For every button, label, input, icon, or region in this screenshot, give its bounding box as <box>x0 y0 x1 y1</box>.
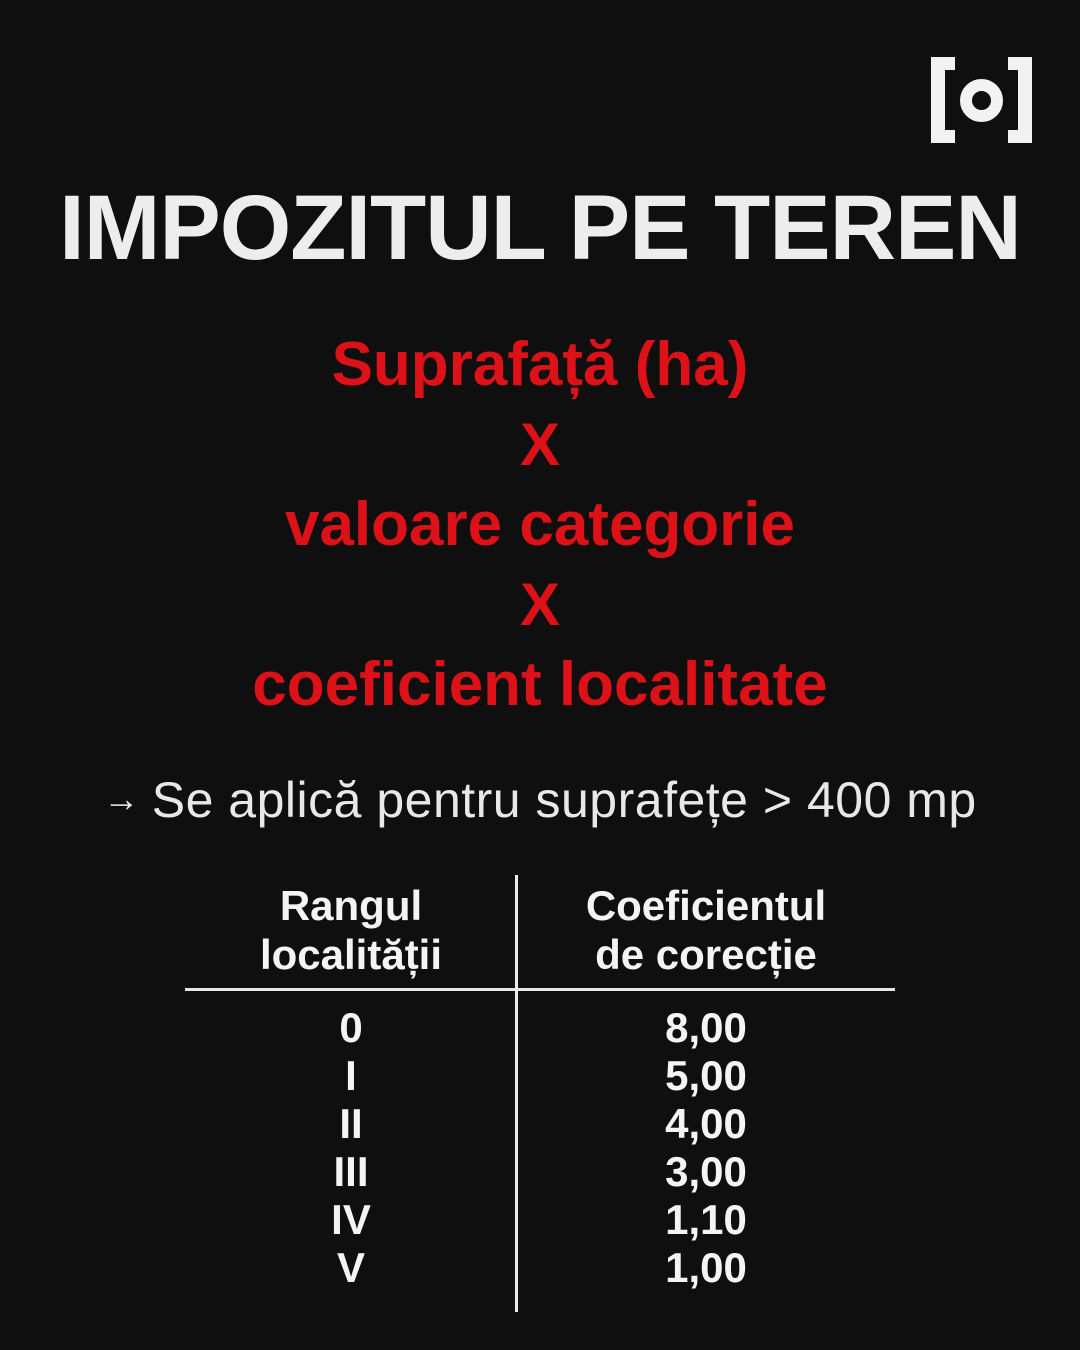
header-coefficient-column <box>517 881 895 979</box>
table-row <box>185 1244 895 1292</box>
multiply-operator: X <box>519 571 561 638</box>
multiply-operator: X <box>519 411 561 478</box>
coefficient-cell: 8,00 <box>665 1004 747 1051</box>
table-row <box>185 1004 895 1052</box>
header-rank-column <box>185 881 517 979</box>
rank-cell: 0 <box>339 1004 363 1051</box>
header-divider <box>185 988 895 991</box>
table-row <box>185 1196 895 1244</box>
column-divider <box>515 875 518 1312</box>
rank-cell: II <box>339 1100 363 1147</box>
rank-cell: IV <box>331 1196 371 1243</box>
header-line: localității <box>259 931 443 978</box>
coefficient-cell: 3,00 <box>665 1148 747 1195</box>
coefficient-cell: 1,00 <box>665 1244 747 1291</box>
table-body <box>185 1004 895 1292</box>
arrow-right-icon: → <box>103 778 140 819</box>
note-text: Se aplică pentru suprafețe > 400 mp <box>151 772 977 828</box>
circle-o-icon <box>960 79 1003 122</box>
header-line: Coeficientul <box>585 882 827 929</box>
rank-cell: V <box>336 1244 365 1291</box>
applicability-note <box>0 768 1080 831</box>
coefficient-table <box>185 875 895 1312</box>
table-row <box>185 1052 895 1100</box>
formula-term-surface: Suprafață (ha) <box>331 330 749 399</box>
brand-logo <box>931 55 1032 145</box>
header-line: de corecție <box>595 931 817 978</box>
left-bracket-icon <box>931 57 955 143</box>
right-bracket-icon <box>1008 57 1032 143</box>
page-title: IMPOZITUL PE TEREN <box>59 177 1021 279</box>
coefficient-cell: 1,10 <box>665 1196 747 1243</box>
rank-cell: I <box>345 1052 357 1099</box>
coefficient-cell: 4,00 <box>665 1100 747 1147</box>
table-row <box>185 1100 895 1148</box>
tax-formula <box>0 324 1080 725</box>
table-header-row <box>185 875 895 979</box>
rank-cell: III <box>333 1148 369 1195</box>
header-line: Rangul <box>279 882 423 929</box>
formula-term-locality-coefficient: coeficient localitate <box>252 650 828 719</box>
table-row <box>185 1148 895 1196</box>
formula-term-category-value: valoare categorie <box>284 490 796 559</box>
coefficient-cell: 5,00 <box>665 1052 747 1099</box>
